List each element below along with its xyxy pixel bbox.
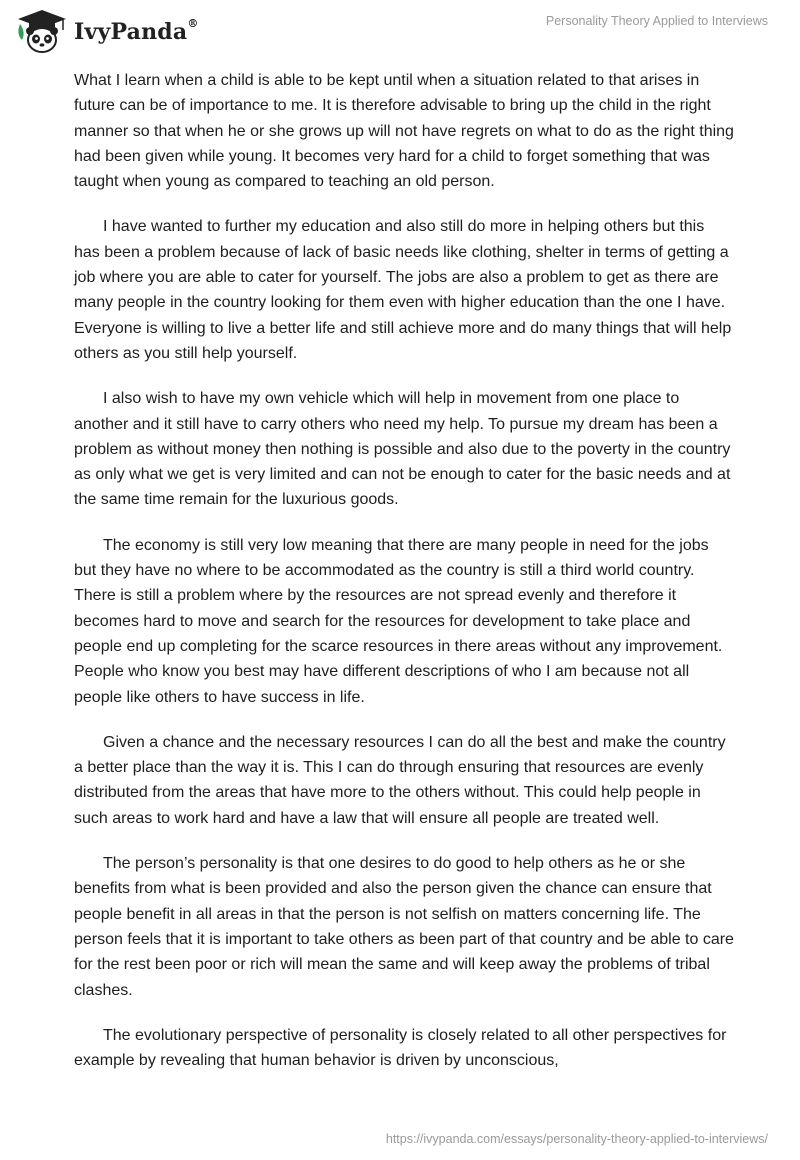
page-header [0,0,800,60]
document-title: Personality Theory Applied to Interviews [545,14,768,28]
paragraph: Given a chance and the necessary resources I can do all the best and make the country a better place than the way it is. This I can do through ensuring that resources are evenly distributed from the areas that have more to the others without. This could help people in such areas to work hard and have a law that will ensure all people are treated well. [74,733,726,827]
essay-body [74,68,734,1093]
paragraph: What I learn when a child is able to be kept until when a situation related to that arises in future can be of importance to me. It is therefore advisable to bring up the child in the right manner so that when he or she grows up will not have regrets on what to do as the right thing had been given while young. It becomes very hard for a child to forget something that was taught when young as compared to teaching an old person. [74,72,734,191]
paragraph: I also wish to have my own vehicle which will help in movement from one place to another and it still have to carry others who need my help. To pursue my dream has been a problem as without money then nothing is possible and also due to the poverty in the country as only what we get is very limited and can not be enough to cater for the basic needs and at the same time remain for the luxurious goods. [74,390,731,509]
brand-logo[interactable] [14,8,199,56]
paragraph: The economy is still very low meaning that there are many people in need for the jobs but they have no where to be accommodated as the country is still a third world country. There is still a problem where by the resources are not spread evenly and therefore it becomes hard to move and search for the resources for development to take place and people end up completing for the scarce resources in there areas without any improvement. People who know you best may have different descriptions of who I am because not all people like others to have success in life. [74,536,723,706]
paragraph: I have wanted to further my education and also still do more in helping others but this has been a problem because of lack of basic needs like clothing, shelter in terms of getting a job where you are able to cater for yourself. The jobs are also a problem to get as there are many people in the country looking for them even with higher education than the one I have. Everyone is willing to live a better life and still achieve more and do many things that will help others as you still help yourself. [74,218,732,362]
panda-logo-icon [14,8,70,56]
brand-name: IvyPanda® [74,16,199,45]
paragraph: The evolutionary perspective of personality is closely related to all other perspectives for example by revealing that human behavior is driven by unconscious, [74,1026,727,1070]
source-url-link[interactable]: https://ivypanda.com/essays/personality-theory-applied-to-interviews/ [385,1132,768,1146]
paragraph: The person’s personality is that one desires to do good to help others as he or she benefits from what is been provided and also the person given the chance can ensure that people benefit in all areas in that the person is not selfish on matters concerning life. The person feels that it is important to take others as been part of that country and be able to care for the rest been poor or rich will mean the same and will keep away the problems of tribal clashes. [74,855,734,999]
